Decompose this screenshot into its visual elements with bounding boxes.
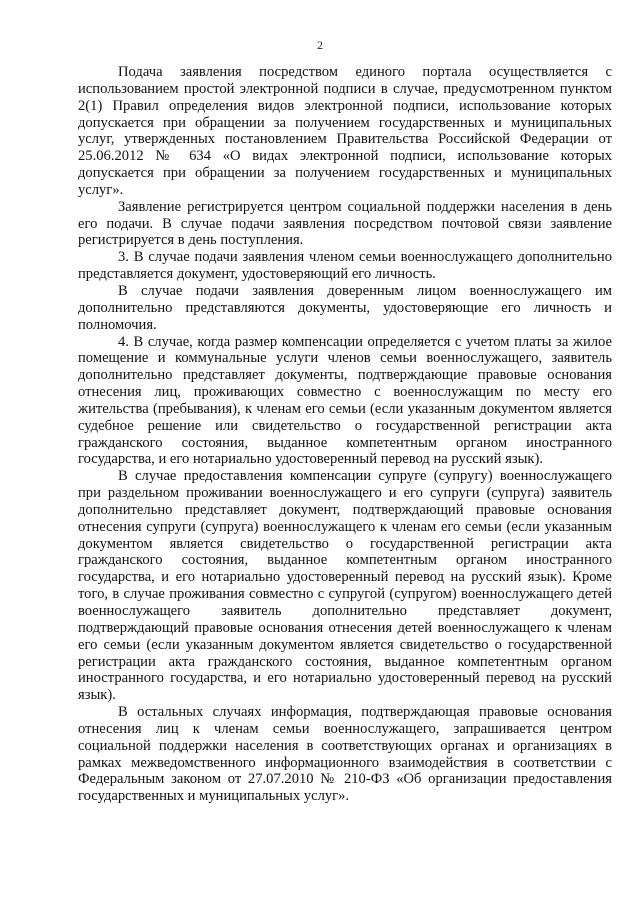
paragraph-portal-submission: Подача заявления посредством единого портала осуществляется с использованием простой электронной подписи в случае, предусмотренном пунктом 2(1) Правил определения видов электронной подписи, использование которых допускается при обращении за получением государственных и муниципальных услуг, утвержденных постановлением Правительства Российской Федерации от 25.06.2012 № 634 «О видах электронной подписи, использование которых допускается при обращении за получением государственных и муниципальных услуг». bbox=[78, 64, 612, 198]
paragraph-spouse-compensation: В случае предоставления компенсации супруге (супругу) военнослужащего при раздельном проживании военнослужащего и его супруги (супруга) заявитель дополнительно представляет документ, подтверждающий правовые основания отнесения супруги (супруга) военнослужащего к членам его семьи (если указанным документом является свидетельство о государственной регистрации акта гражданского состояния, выданное компетентным органом иностранного государства, и его нотариально удостоверенный перевод на русский язык). Кроме того, в случае проживания совместно с супругой (супругом) военнослужащего детей военнослужащего заявитель дополнительно представляет документ, подтверждающий правовые основания отнесения детей военнослужащего к членам его семьи (если указанным документом является свидетельство о государственной регистрации акта гражданского состояния, выданное компетентным органом иностранного государства, и его нотариально удостоверенный перевод на русский язык). bbox=[78, 468, 612, 704]
document-body bbox=[78, 64, 612, 805]
paragraph-trusted-person: В случае подачи заявления доверенным лицом военнослужащего им дополнительно представляются документы, удостоверяющие его личность и полномочия. bbox=[78, 282, 612, 333]
paragraph-other-cases: В остальных случаях информация, подтверждающая правовые основания отнесения лиц к членам семьи военнослужащего, запрашивается центром социальной поддержки населения в соответствующих органах и организациях в рамках межведомственного информационного взаимодействия в соответствии с Федеральным законом от 27.07.2010 № 210-ФЗ «Об организации предоставления государственных и муниципальных услуг». bbox=[78, 704, 612, 805]
paragraph-item-3: 3. В случае подачи заявления членом семьи военнослужащего дополнительно представляется документ, удостоверяющий его личность. bbox=[78, 249, 612, 283]
paragraph-item-4: 4. В случае, когда размер компенсации определяется с учетом платы за жилое помещение и коммунальные услуги членов семьи военнослужащего, заявитель дополнительно представляет документы, подтверждающие правовые основания отнесения лиц, проживающих совместно с военнослужащим по месту его жительства (пребывания), к членам его семьи (если указанным документом является судебное решение или свидетельство о государственной регистрации акта гражданского состояния, выданное компетентным органом иностранного государства, и его нотариально удостоверенный перевод на русский язык). bbox=[78, 333, 612, 468]
page-number: 2 bbox=[317, 38, 323, 52]
paragraph-registration: Заявление регистрируется центром социальной поддержки населения в день его подачи. В случае подачи заявления посредством почтовой связи заявление регистрируется в день поступления. bbox=[78, 198, 612, 249]
